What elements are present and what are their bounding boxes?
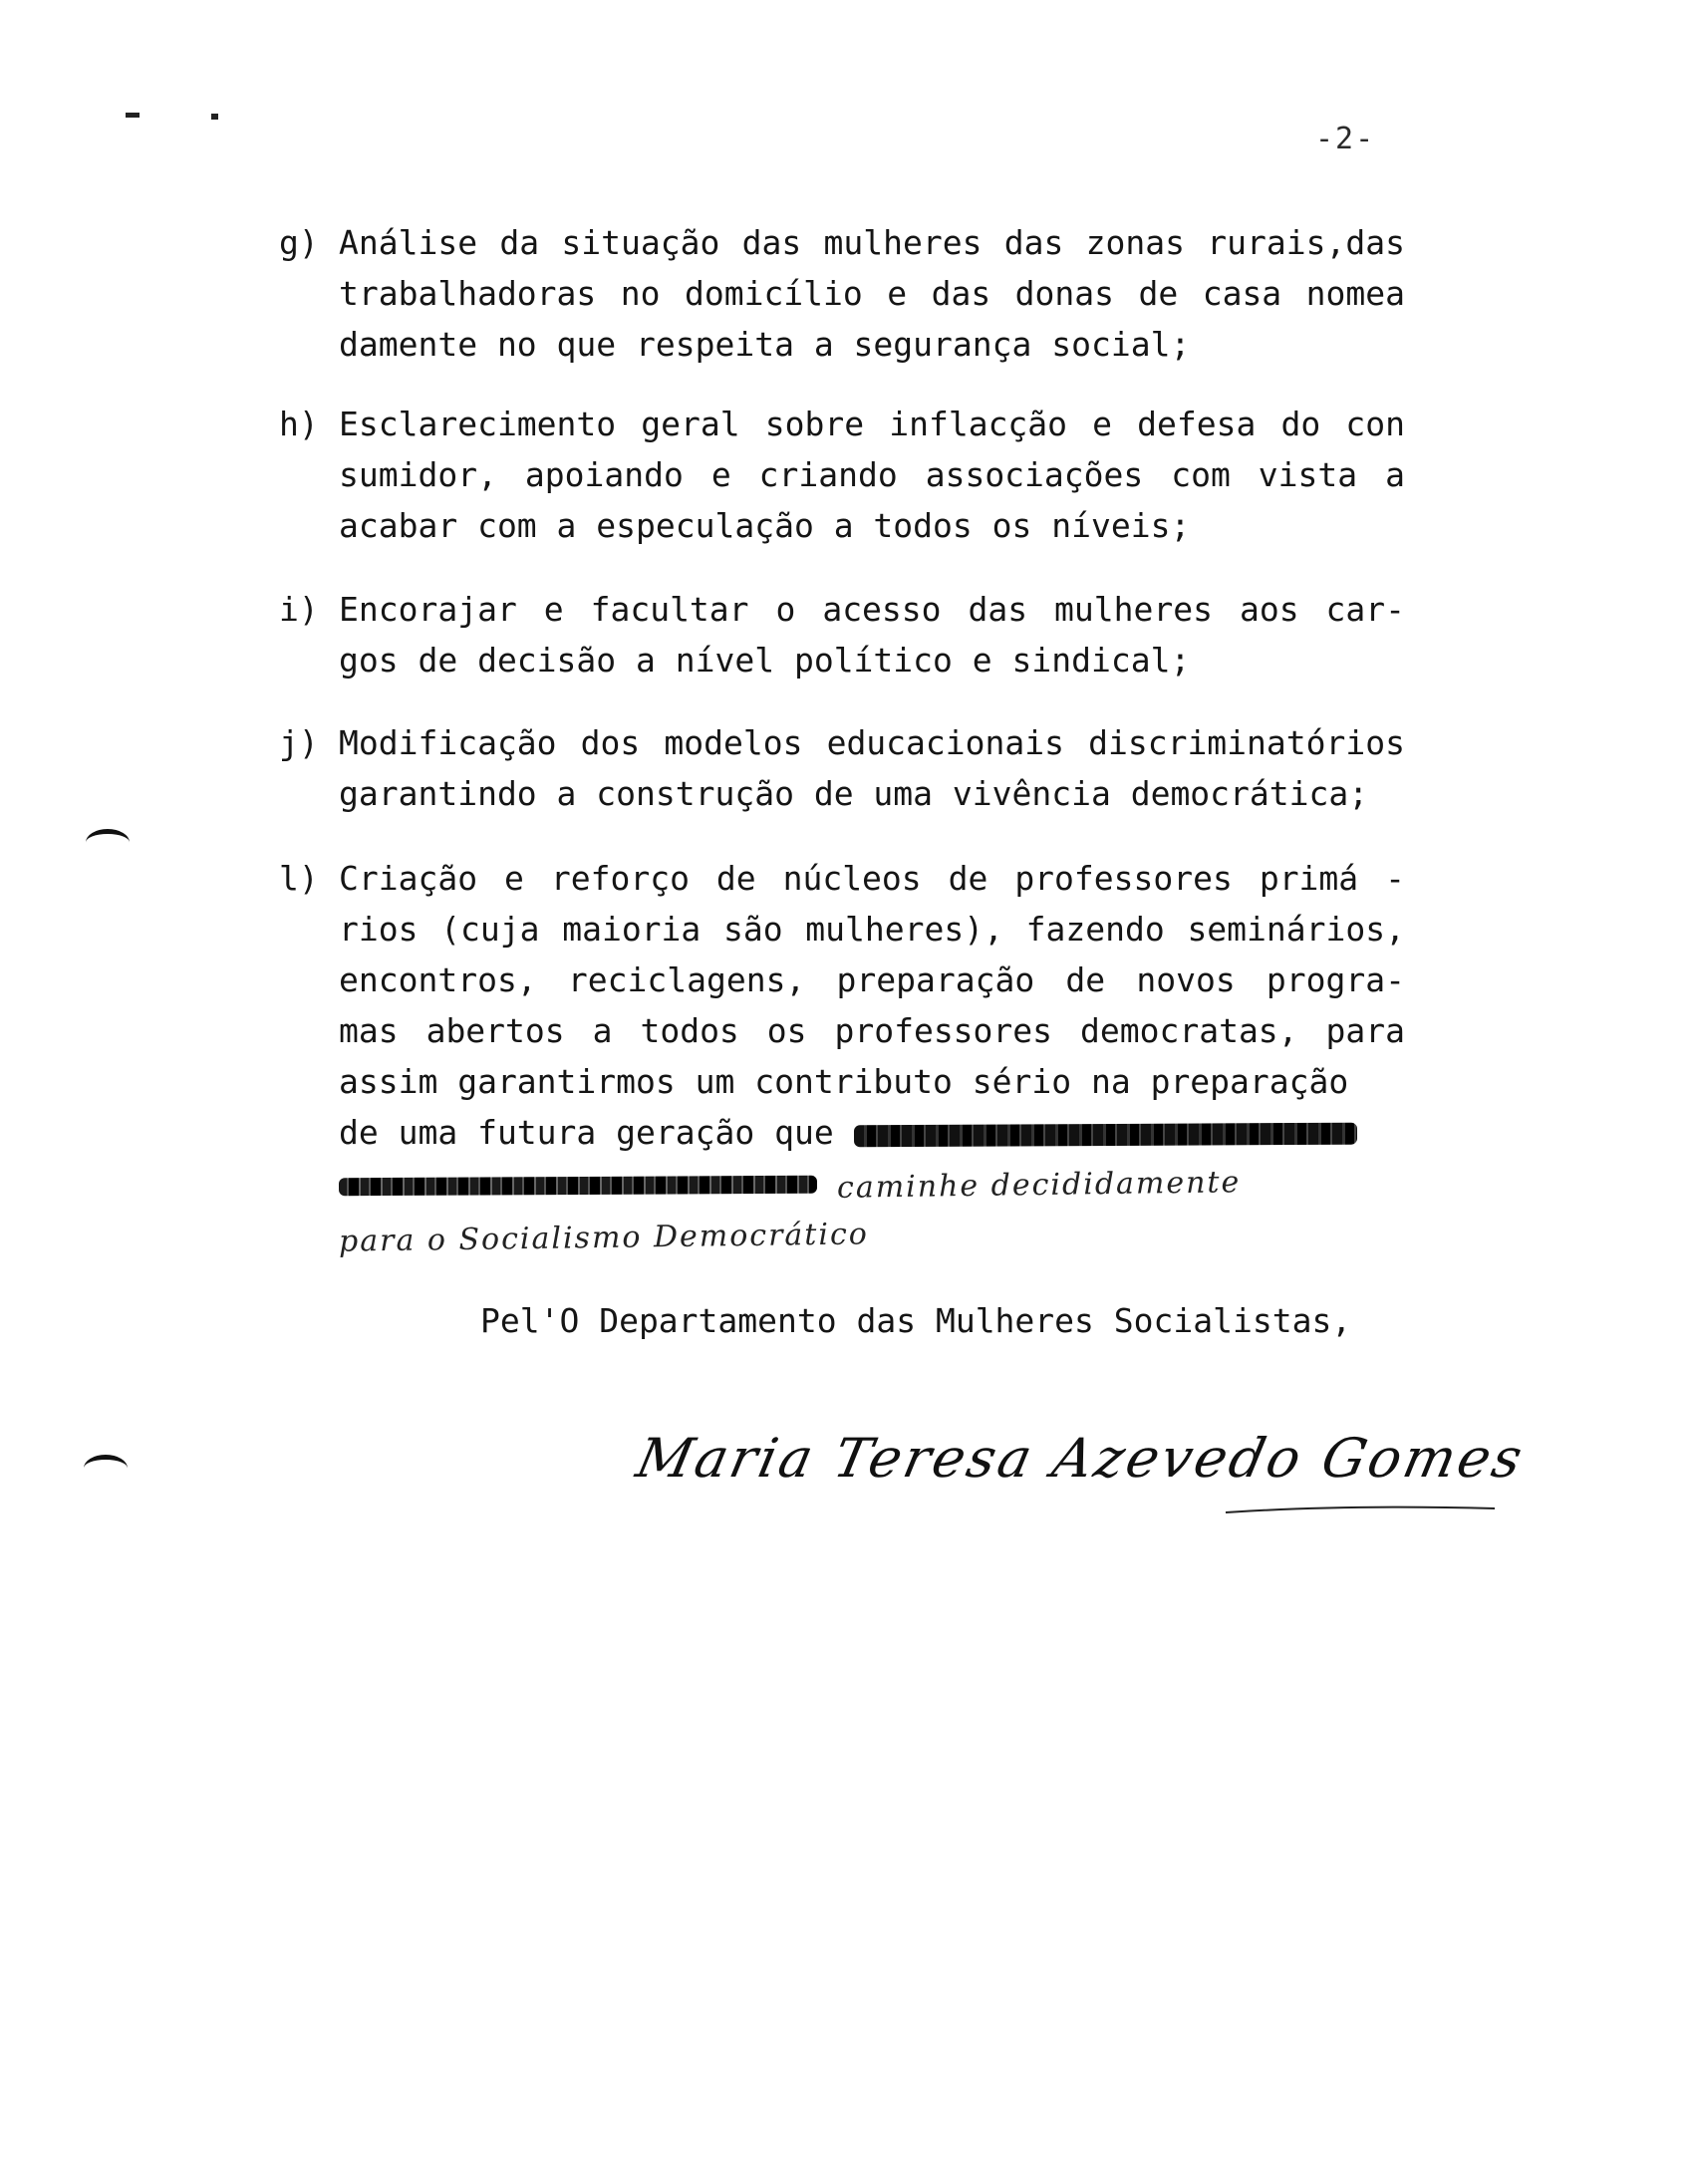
list-item-l [279, 853, 1405, 1263]
item-line: sumidor, apoiando e criando associações com vista a [339, 455, 1405, 494]
list-item-g [279, 217, 1405, 370]
item-line: Modificação dos modelos educacionais discriminatórios [339, 723, 1405, 762]
item-line-handwritten [339, 1211, 1405, 1263]
item-label: j) [279, 723, 319, 762]
page-number: -2- [1315, 122, 1376, 156]
hole-punch-mark [86, 829, 130, 856]
item-label: g) [279, 223, 319, 262]
item-line: gos de decisão a nível político e sindical; [339, 641, 1191, 680]
item-line-handwritten [339, 1158, 1405, 1211]
item-label: h) [279, 405, 319, 443]
item-line-with-redaction [339, 1107, 1405, 1158]
redaction-strike [854, 1122, 1357, 1147]
scan-speck [126, 113, 140, 118]
list-item-j [279, 717, 1405, 819]
signature [628, 1413, 1531, 1522]
item-line: trabalhadoras no domicílio e das donas de casa nomea [339, 274, 1405, 313]
redaction-strike [339, 1175, 817, 1196]
list-item-i [279, 584, 1405, 685]
item-line: rios (cuja maioria são mulheres), fazendo seminários, [339, 910, 1405, 949]
handwritten-insertion: caminhe decididamente [836, 1165, 1242, 1206]
item-line: Esclarecimento geral sobre inflacção e defesa do con [339, 405, 1405, 443]
item-label: i) [279, 590, 319, 629]
item-line: garantindo a construção de uma vivência democrática; [339, 774, 1369, 813]
scan-speck [211, 114, 218, 120]
item-line: mas abertos a todos os professores democratas, para [339, 1011, 1405, 1050]
item-line: Criação e reforço de núcleos de professores primá - [339, 859, 1405, 898]
item-line: encontros, reciclagens, preparação de novos progra- [339, 960, 1405, 999]
item-line: damente no que respeita a segurança social; [339, 325, 1191, 364]
signature-text: Maria Teresa Azevedo Gomes [631, 1427, 1531, 1490]
list-item-h [279, 399, 1405, 551]
item-line: acabar com a especulação a todos os níveis; [339, 506, 1191, 545]
handwritten-insertion: para o Socialismo Democrático [338, 1217, 870, 1259]
hole-punch-mark [84, 1455, 128, 1482]
closing-line: Pel'O Departamento das Mulheres Socialistas, [480, 1301, 1352, 1340]
item-line: assim garantirmos um contributo sério na preparação [339, 1062, 1349, 1101]
item-line-text: de uma futura geração que [339, 1113, 834, 1152]
item-label: l) [279, 859, 319, 898]
item-line: Encorajar e facultar o acesso das mulheres aos car- [339, 590, 1405, 629]
item-line: Análise da situação das mulheres das zonas rurais,das [339, 223, 1405, 262]
